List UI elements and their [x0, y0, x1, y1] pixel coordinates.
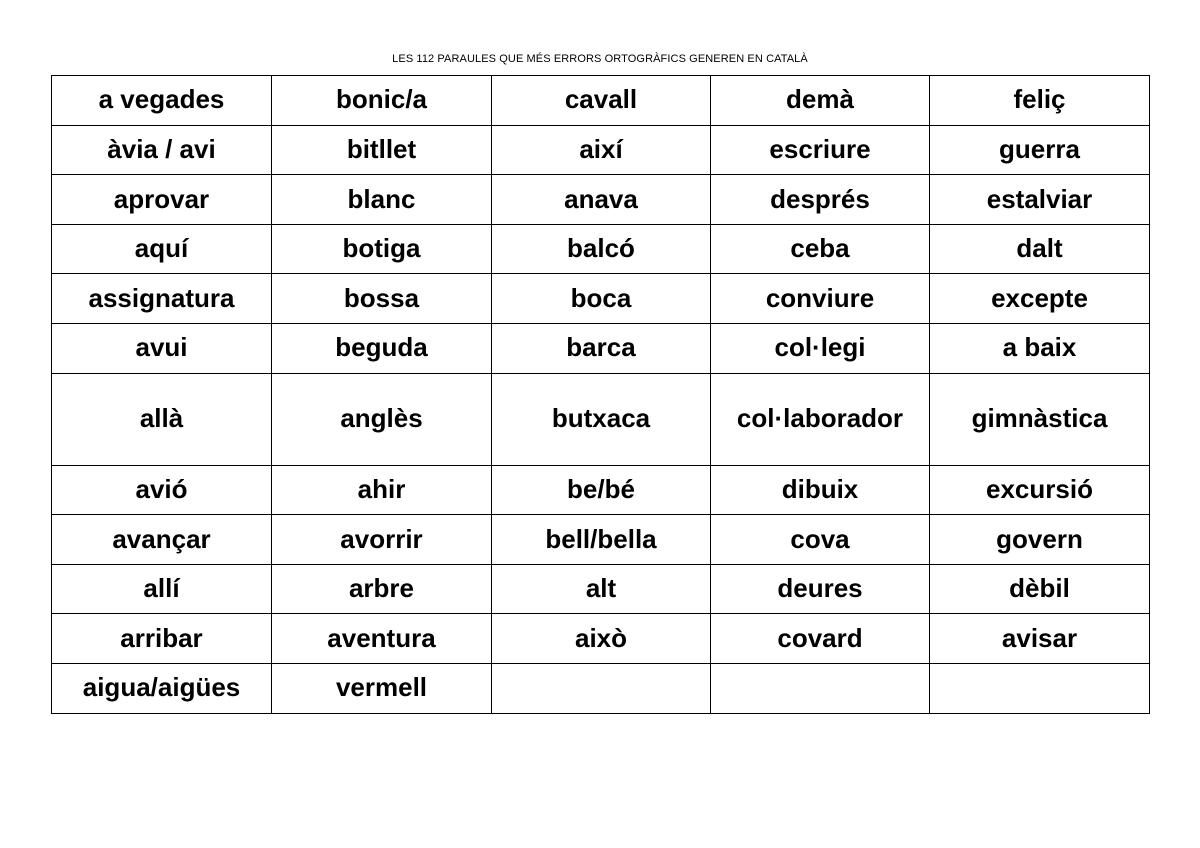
word-cell: be/bé	[492, 465, 711, 515]
word-cell: a baix	[930, 323, 1150, 373]
word-cell: cavall	[492, 76, 711, 126]
word-cell: ceba	[711, 224, 930, 274]
word-cell: avió	[52, 465, 272, 515]
table-row	[52, 614, 1150, 664]
table-row	[52, 274, 1150, 324]
table-row	[52, 76, 1150, 126]
word-cell: estalviar	[930, 175, 1150, 225]
word-cell: botiga	[272, 224, 492, 274]
empty-cell	[930, 663, 1150, 713]
empty-cell	[711, 663, 930, 713]
word-cell: guerra	[930, 125, 1150, 175]
word-cell: ahir	[272, 465, 492, 515]
word-cell: excursió	[930, 465, 1150, 515]
table-row	[52, 373, 1150, 465]
word-cell: cova	[711, 515, 930, 565]
table-row	[52, 465, 1150, 515]
word-cell: allí	[52, 564, 272, 614]
word-cell: demà	[711, 76, 930, 126]
word-table	[51, 75, 1150, 714]
table-row	[52, 663, 1150, 713]
word-cell: després	[711, 175, 930, 225]
table-row	[52, 564, 1150, 614]
word-cell: avorrir	[272, 515, 492, 565]
word-cell: bell/bella	[492, 515, 711, 565]
word-cell: bonic/a	[272, 76, 492, 126]
document-title: LES 112 PARAULES QUE MÉS ERRORS ORTOGRÀFICS GENEREN EN CATALÀ	[392, 53, 808, 65]
word-cell: barca	[492, 323, 711, 373]
word-cell	[711, 373, 930, 465]
word-cell: així	[492, 125, 711, 175]
word-cell: blanc	[272, 175, 492, 225]
word-cell: avançar	[52, 515, 272, 565]
word-cell: alt	[492, 564, 711, 614]
table-row	[52, 224, 1150, 274]
word-cell: deures	[711, 564, 930, 614]
word-cell: arbre	[272, 564, 492, 614]
word-cell: avisar	[930, 614, 1150, 664]
word-cell: excepte	[930, 274, 1150, 324]
word-cell: assignatura	[52, 274, 272, 324]
word-cell: avui	[52, 323, 272, 373]
word-cell: escriure	[711, 125, 930, 175]
word-cell: boca	[492, 274, 711, 324]
word-cell: anglès	[272, 373, 492, 465]
word-cell: govern	[930, 515, 1150, 565]
table-row	[52, 175, 1150, 225]
word-cell-text: col·laborador	[736, 403, 904, 434]
word-cell: conviure	[711, 274, 930, 324]
word-cell: dalt	[930, 224, 1150, 274]
table-row	[52, 515, 1150, 565]
word-cell: beguda	[272, 323, 492, 373]
word-cell: àvia / avi	[52, 125, 272, 175]
word-cell: aprovar	[52, 175, 272, 225]
word-cell: butxaca	[492, 373, 711, 465]
word-cell: gimnàstica	[930, 373, 1150, 465]
word-cell: covard	[711, 614, 930, 664]
word-cell: allà	[52, 373, 272, 465]
word-cell: col·legi	[711, 323, 930, 373]
table-row	[52, 323, 1150, 373]
word-cell: a vegades	[52, 76, 272, 126]
word-cell: vermell	[272, 663, 492, 713]
word-cell: feliç	[930, 76, 1150, 126]
word-cell: anava	[492, 175, 711, 225]
word-cell: balcó	[492, 224, 711, 274]
table-row	[52, 125, 1150, 175]
empty-cell	[492, 663, 711, 713]
word-cell: aquí	[52, 224, 272, 274]
word-cell: bitllet	[272, 125, 492, 175]
word-cell: aventura	[272, 614, 492, 664]
word-cell: això	[492, 614, 711, 664]
word-cell: dibuix	[711, 465, 930, 515]
word-cell: bossa	[272, 274, 492, 324]
word-cell: dèbil	[930, 564, 1150, 614]
word-cell: aigua/aigües	[52, 663, 272, 713]
word-cell: arribar	[52, 614, 272, 664]
